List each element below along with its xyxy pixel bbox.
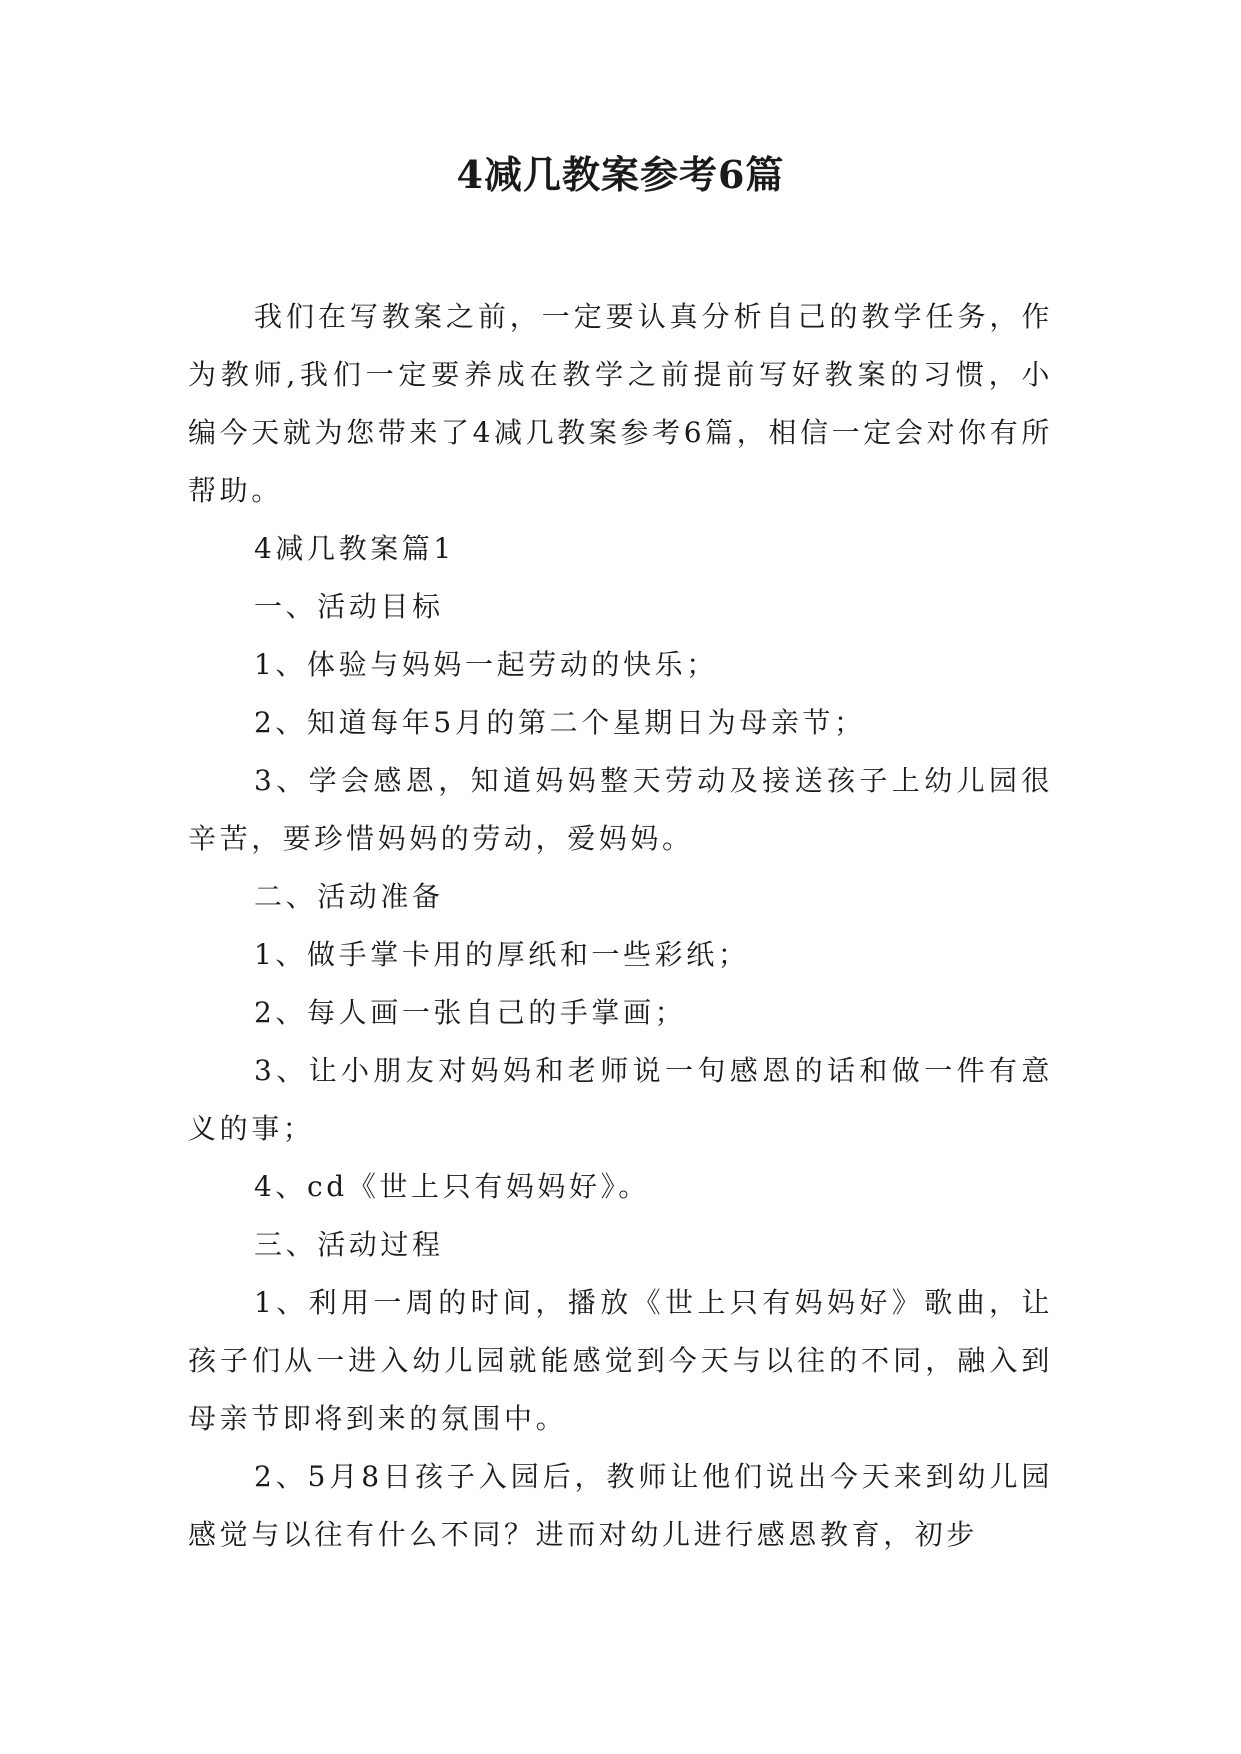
goal-item-1: 1、体验与妈妈一起劳动的快乐； bbox=[254, 648, 718, 681]
process-item-1: 1、利用一周的时间，播放《世上只有妈妈好》歌曲，让孩子们从一进入幼儿园就能感觉到今天与以往的不同，融入到母亲节即将到来的氛围中。 bbox=[188, 1286, 1053, 1435]
heading-activity-goals: 一、活动目标 bbox=[254, 590, 444, 623]
heading-activity-preparation: 二、活动准备 bbox=[254, 880, 444, 913]
goal-item-3: 3、学会感恩，知道妈妈整天劳动及接送孩子上幼儿园很辛苦，要珍惜妈妈的劳动，爱妈妈。 bbox=[188, 764, 1053, 855]
preparation-item-4: 4、cd《世上只有妈妈好》。 bbox=[254, 1170, 650, 1203]
preparation-item-3: 3、让小朋友对妈妈和老师说一句感恩的话和做一件有意义的事； bbox=[188, 1054, 1053, 1145]
goal-item-2: 2、知道每年5月的第二个星期日为母亲节； bbox=[254, 706, 866, 739]
process-item-2: 2、5月8日孩子入园后，教师让他们说出今天来到幼儿园感觉与以往有什么不同？进而对幼儿进行感恩教育，初步 bbox=[188, 1460, 1053, 1551]
preparation-item-2: 2、每人画一张自己的手掌画； bbox=[254, 996, 687, 1029]
heading-activity-process: 三、活动过程 bbox=[254, 1228, 444, 1261]
preparation-item-1: 1、做手掌卡用的厚纸和一些彩纸； bbox=[254, 938, 750, 971]
intro-paragraph: 我们在写教案之前，一定要认真分析自己的教学任务，作为教师,我们一定要养成在教学之前提前写好教案的习惯，小编今天就为您带来了4减几教案参考6篇，相信一定会对你有所帮助。 bbox=[188, 300, 1053, 507]
document-body bbox=[188, 288, 1053, 1564]
document-title: 4减几教案参考6篇 bbox=[456, 152, 785, 197]
section-heading-lesson-1: 4减几教案篇1 bbox=[254, 532, 455, 565]
